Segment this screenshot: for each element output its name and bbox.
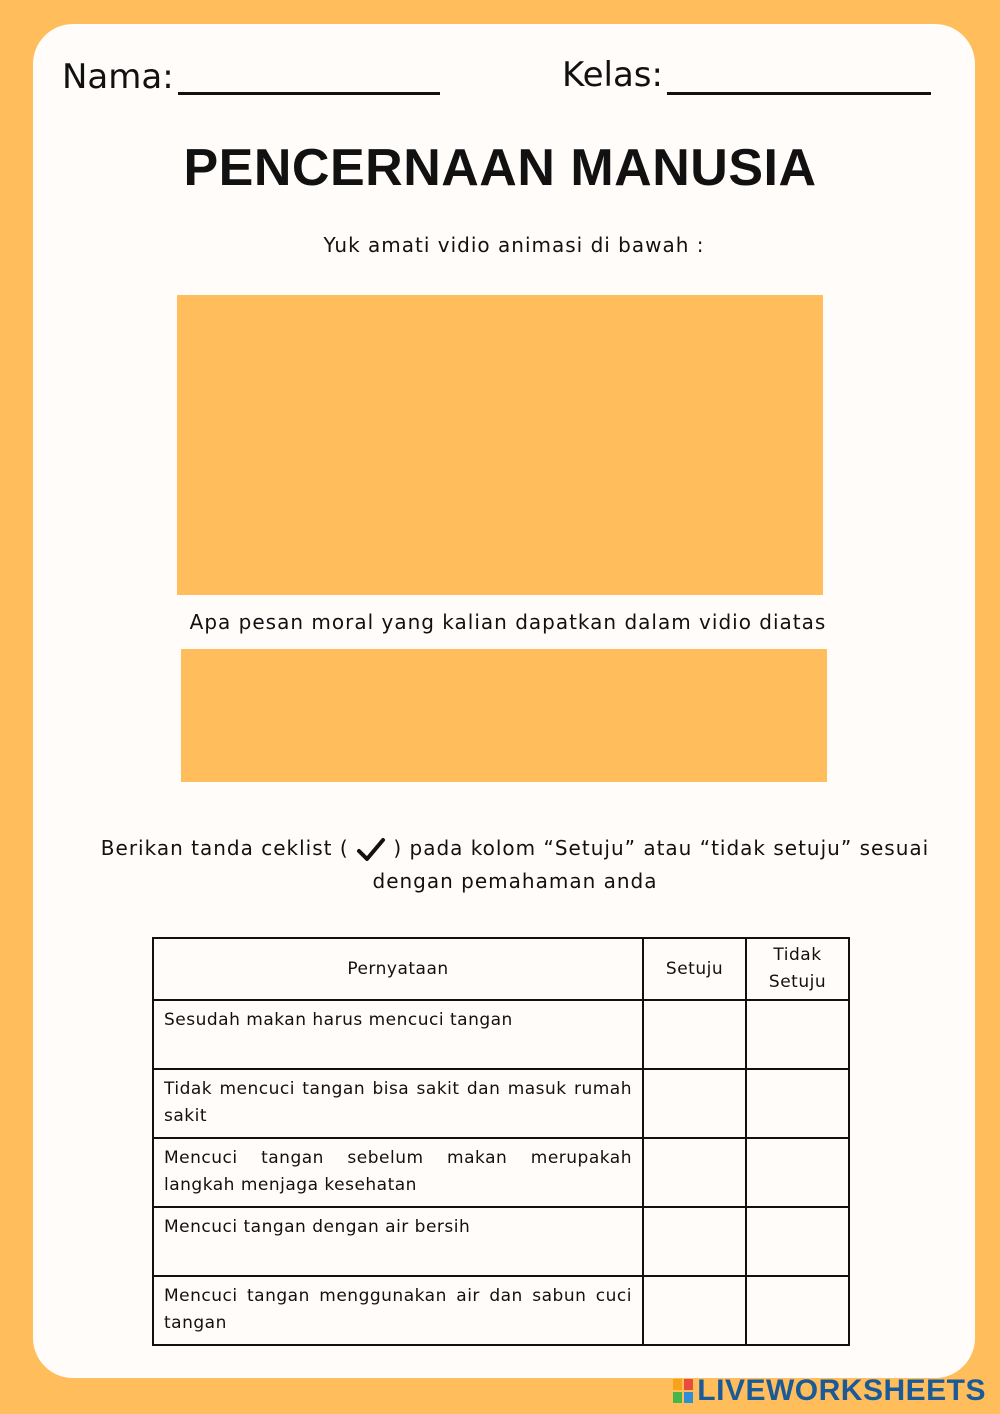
moral-question: Apa pesan moral yang kalian dapatkan dalam vidio diatas bbox=[189, 610, 827, 634]
agree-cell[interactable] bbox=[643, 1069, 746, 1138]
agree-cell[interactable] bbox=[643, 1138, 746, 1207]
table-row bbox=[153, 1276, 849, 1345]
class-label: Kelas: bbox=[562, 55, 663, 95]
disagree-cell[interactable] bbox=[746, 1069, 849, 1138]
instruction-after: ) pada kolom “Setuju” atau “tidak setuju” sesuai dengan pemahaman anda bbox=[372, 836, 930, 893]
table-row bbox=[153, 1000, 849, 1069]
video-placeholder[interactable] bbox=[177, 295, 823, 595]
agree-cell[interactable] bbox=[643, 1207, 746, 1276]
disagree-cell[interactable] bbox=[746, 1207, 849, 1276]
page-title: PENCERNAAN MANUSIA bbox=[183, 139, 817, 197]
table-row bbox=[153, 1138, 849, 1207]
disagree-cell[interactable] bbox=[746, 1276, 849, 1345]
statement-cell: Mencuci tangan menggunakan air dan sabun cuci tangan bbox=[153, 1276, 643, 1345]
class-field[interactable] bbox=[667, 92, 931, 95]
instruction-text bbox=[90, 832, 940, 898]
agree-cell[interactable] bbox=[643, 1000, 746, 1069]
agree-cell[interactable] bbox=[643, 1276, 746, 1345]
table-row bbox=[153, 1207, 849, 1276]
header-agree: Setuju bbox=[643, 938, 746, 1000]
answer-box[interactable] bbox=[181, 649, 827, 782]
table-header-row bbox=[153, 938, 849, 1000]
liveworksheets-footer bbox=[673, 1374, 986, 1408]
name-field[interactable] bbox=[178, 92, 440, 95]
liveworksheets-logo-icon bbox=[673, 1379, 693, 1403]
statement-cell: Mencuci tangan sebelum makan merupakah langkah menjaga kesehatan bbox=[153, 1138, 643, 1207]
brand-name: LIVEWORKSHEETS bbox=[697, 1374, 986, 1407]
statement-cell: Sesudah makan harus mencuci tangan bbox=[153, 1000, 643, 1069]
disagree-cell[interactable] bbox=[746, 1138, 849, 1207]
disagree-cell[interactable] bbox=[746, 1000, 849, 1069]
statement-table bbox=[152, 937, 850, 1346]
statement-cell: Tidak mencuci tangan bisa sakit dan masuk rumah sakit bbox=[153, 1069, 643, 1138]
header-statement: Pernyataan bbox=[153, 938, 643, 1000]
checkmark-icon bbox=[356, 837, 386, 863]
name-label: Nama: bbox=[62, 57, 174, 97]
table-row bbox=[153, 1069, 849, 1138]
video-prompt: Yuk amati vidio animasi di bawah : bbox=[323, 233, 705, 257]
header-disagree-label: Tidak Setuju bbox=[768, 945, 827, 992]
statement-cell: Mencuci tangan dengan air bersih bbox=[153, 1207, 643, 1276]
instruction-before: Berikan tanda ceklist ( bbox=[100, 836, 349, 860]
header-disagree bbox=[746, 938, 849, 1000]
